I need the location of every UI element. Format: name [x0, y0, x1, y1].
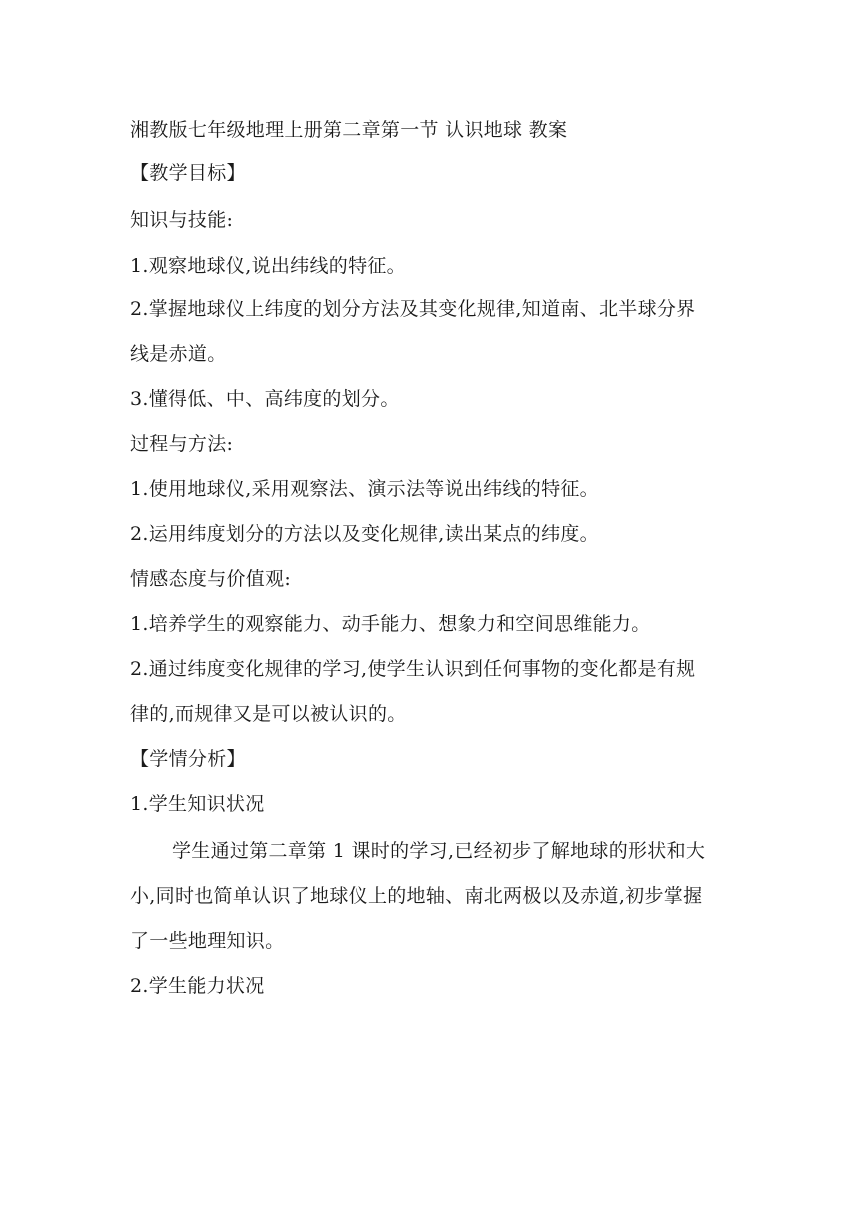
section-heading-learning-analysis: 【学情分析】 [130, 748, 246, 770]
emotion-item-2-continued: 律的,而规律又是可以被认识的。 [130, 703, 407, 725]
knowledge-item-1: 1.观察地球仪,说出纬线的特征。 [130, 255, 406, 277]
process-item-1: 1.使用地球仪,采用观察法、演示法等说出纬线的特征。 [130, 478, 599, 500]
process-item-2: 2.运用纬度划分的方法以及变化规律,读出某点的纬度。 [130, 523, 599, 545]
knowledge-item-2-continued: 线是赤道。 [130, 343, 227, 365]
knowledge-item-2: 2.掌握地球仪上纬度的划分方法及其变化规律,知道南、北半球分界 [130, 298, 696, 320]
emotion-item-2: 2.通过纬度变化规律的学习,使学生认识到任何事物的变化都是有规 [130, 658, 696, 680]
knowledge-item-3: 3.懂得低、中、高纬度的划分。 [130, 388, 400, 410]
document-title: 湘教版七年级地理上册第二章第一节 认识地球 教案 [130, 119, 568, 141]
subheading-process-methods: 过程与方法: [130, 433, 234, 455]
analysis-item-1-heading: 1.学生知识状况 [130, 793, 265, 815]
emotion-item-1: 1.培养学生的观察能力、动手能力、想象力和空间思维能力。 [130, 613, 651, 635]
subheading-knowledge-skills: 知识与技能: [130, 209, 234, 231]
analysis-item-1-body-line-2: 小,同时也简单认识了地球仪上的地轴、南北两极以及赤道,初步掌握 [130, 885, 703, 907]
analysis-item-2-heading: 2.学生能力状况 [130, 975, 265, 997]
analysis-item-1-body-line-1: 学生通过第二章第 1 课时的学习,已经初步了解地球的形状和大 [172, 840, 706, 862]
subheading-emotion-values: 情感态度与价值观: [130, 568, 292, 590]
section-heading-teaching-goals: 【教学目标】 [130, 162, 246, 184]
analysis-item-1-body-line-3: 了一些地理知识。 [130, 930, 285, 952]
